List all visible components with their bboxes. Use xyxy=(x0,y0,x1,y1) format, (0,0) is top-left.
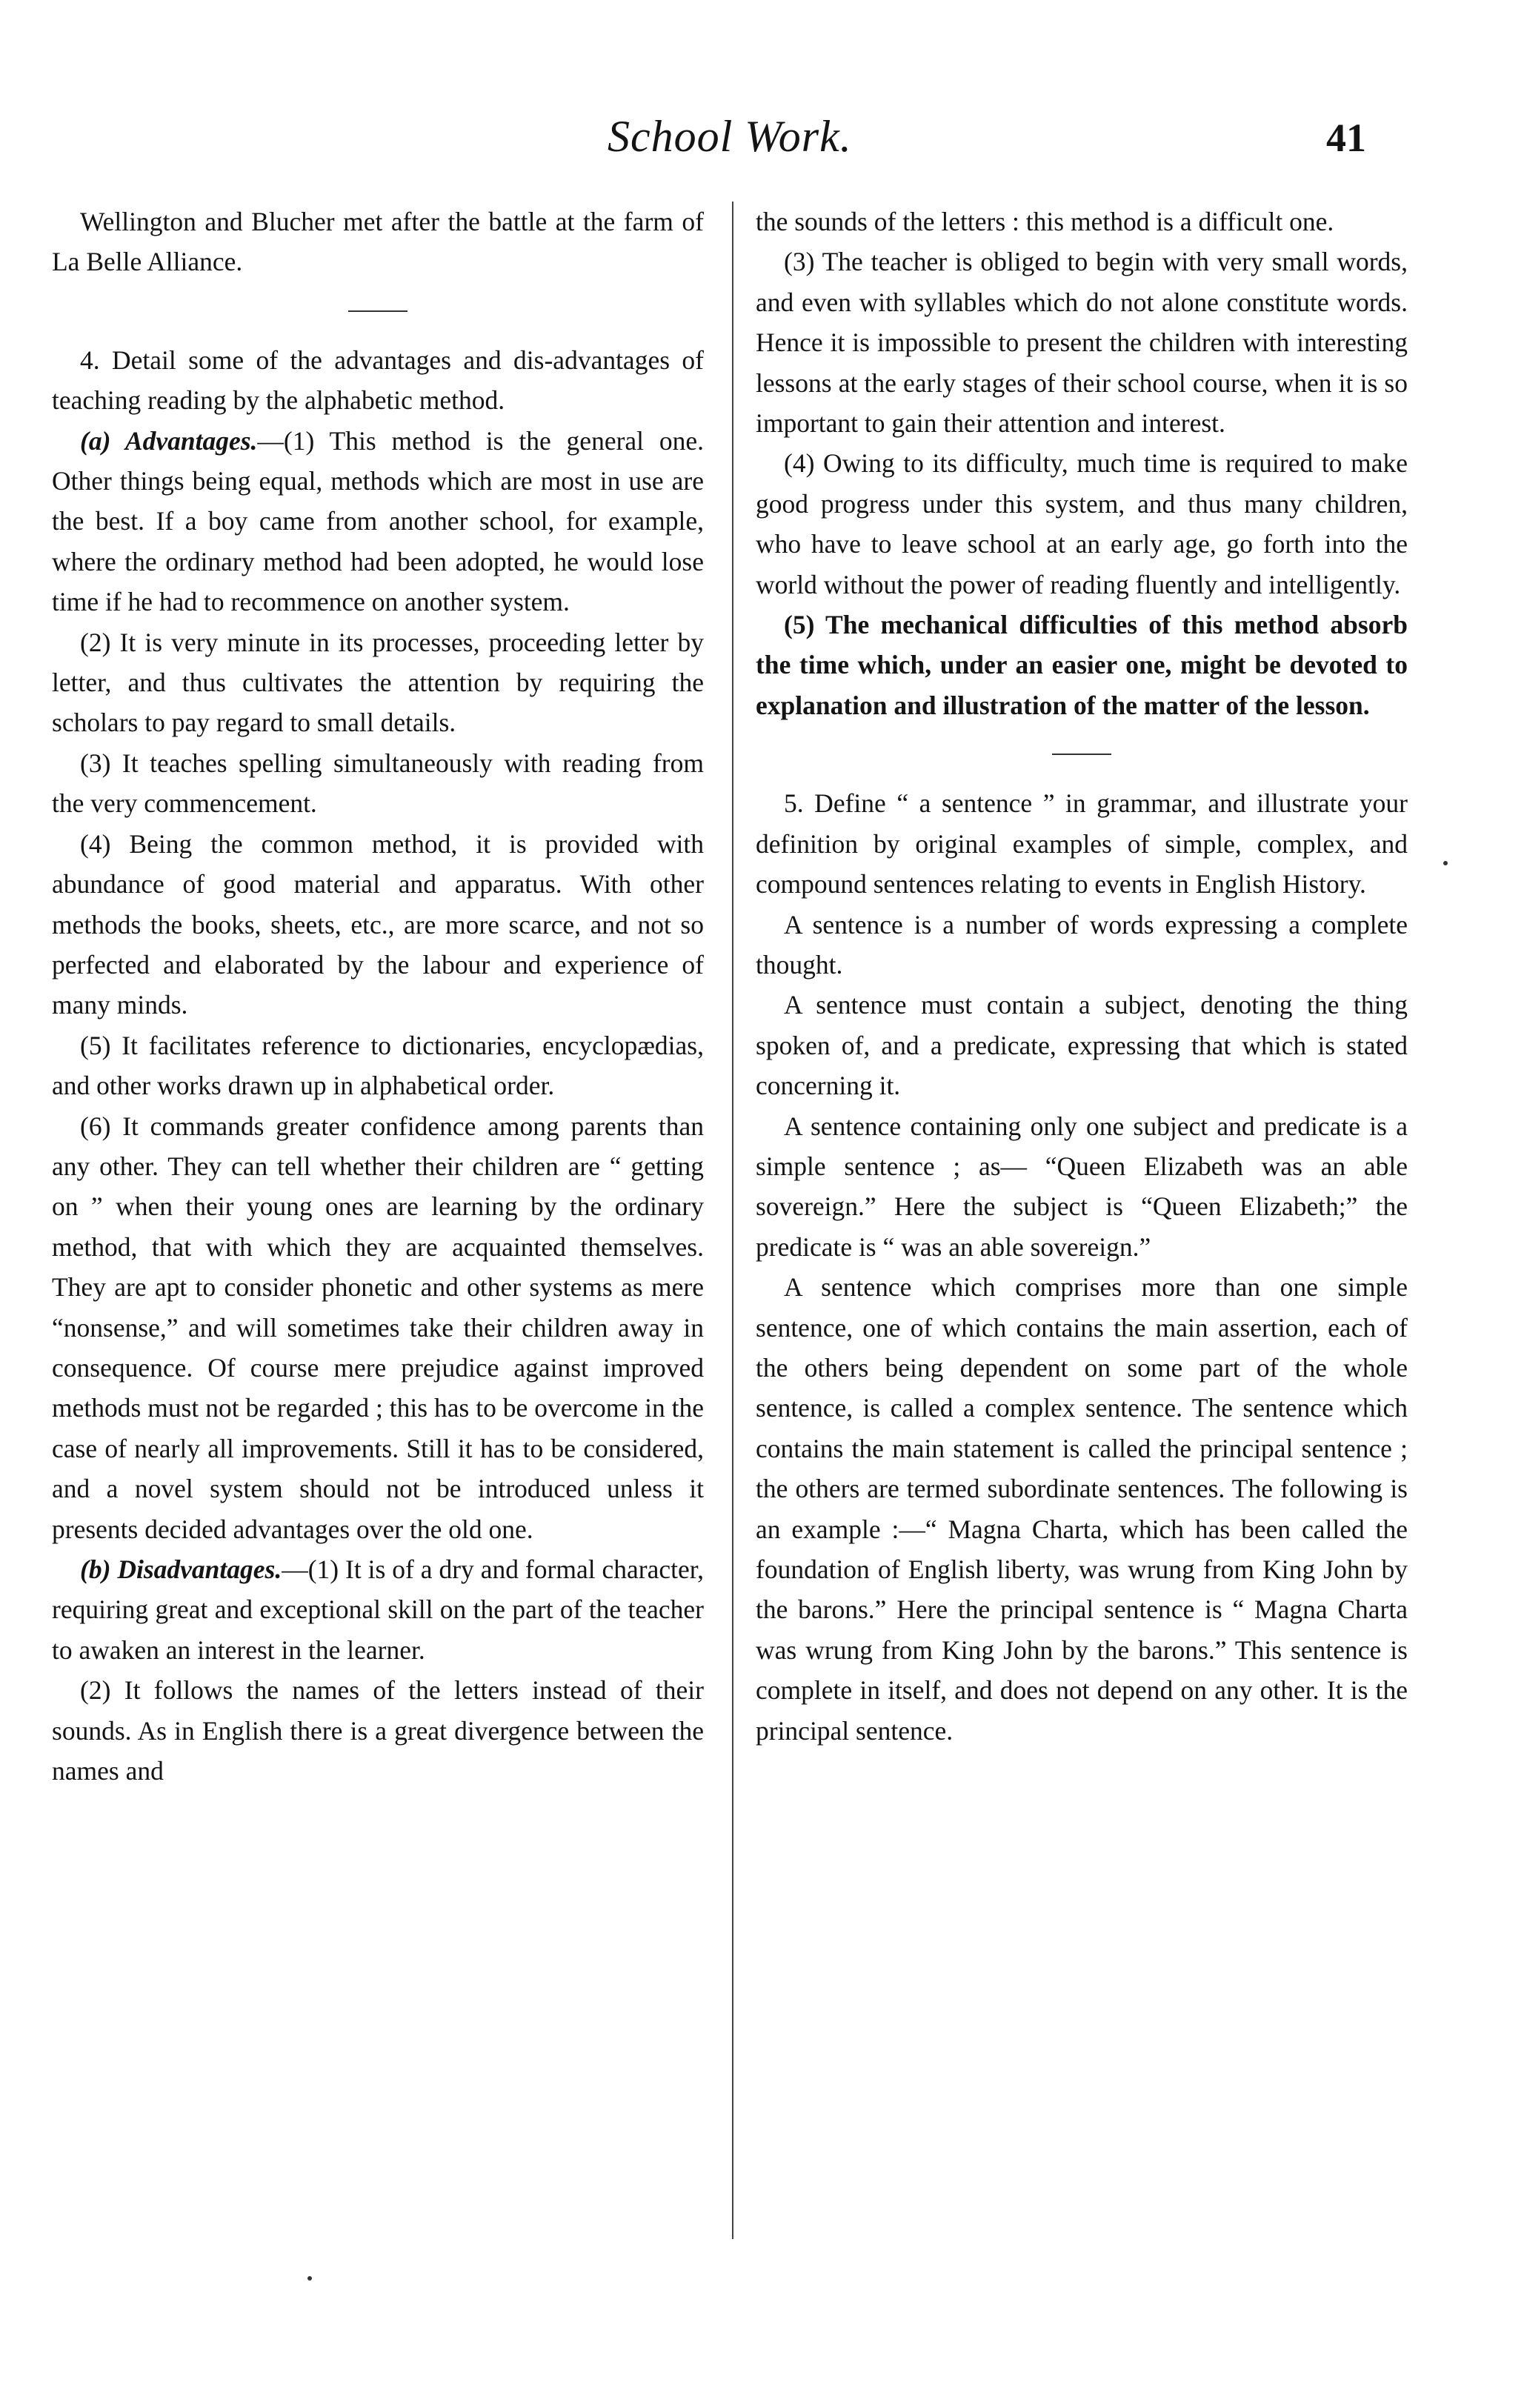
question-4-heading: 4. Detail some of the advantages and dis-advantages of teaching reading by the alphabetic method. xyxy=(52,345,704,416)
advantage-3: (3) It teaches spelling simultaneously with reading from the very commencement. xyxy=(52,748,704,819)
advantage-4: (4) Being the common method, it is provided with abundance of good material and apparatus. With other methods the books, sheets, etc., are more scarce, and not so perfected and elaborated by the labour and experience of many minds. xyxy=(52,828,704,1020)
advantage-2: (2) It is very minute in its processes, proceeding letter by letter, and thus cultivates the attention by requiring the scholars to pay regard to small details. xyxy=(52,627,704,738)
advantage-5: (5) It facilitates reference to dictionaries, encyclopædias, and other works drawn up in alphabetical order. xyxy=(52,1030,704,1101)
disadvantage-3: (3) The teacher is obliged to begin with very small words, and even with syllables which do not alone constitute words. Hence it is impossible to present the children with interesting lessons at the early stages of their school course, when it is so important to gain their attention and interest. xyxy=(756,247,1408,439)
advantage-1 xyxy=(52,421,704,622)
sentence-definition: A sentence is a number of words expressing a complete thought. xyxy=(756,909,1408,980)
advantage-1-text: —(1) This method is the general one. Other things being equal, methods which are most in use are the best. If a boy came from another school, for example, where the ordinary method had been adopted, he would lose time if he had to recommence on another system. xyxy=(52,425,704,617)
disadvantage-1 xyxy=(52,1549,704,1670)
disadvantage-1-text: —(1) It is of a dry and formal character, requiring great and exceptional skill on the part of the teacher to awaken an interest in the learner. xyxy=(52,1554,704,1665)
running-header-title: School Work. xyxy=(608,112,852,161)
page-number: 41 xyxy=(1326,116,1366,160)
advantage-6: (6) It commands greater confidence among parents than any other. They can tell whether their children are “ getting on ” when their young ones are learning by the ordinary method, that with which they are acquainted themselves. They are apt to consider phonetic and other systems as mere “nonsense,” and will sometimes take their children away in consequence. Of course mere prejudice against improved methods must not be regarded ; this has to be overcome in the case of nearly all improvements. Still it has to be considered, and a novel system should not be introduced unless it presents decided advantages over the old one. xyxy=(52,1111,704,1544)
subject-predicate-paragraph: A sentence must contain a subject, denoting the thing spoken of, and a predicate, expressing that which is stated concerning it. xyxy=(756,990,1408,1101)
simple-sentence-paragraph: A sentence containing only one subject and predicate is a simple sentence ; as— “Queen Elizabeth was an able sovereign.” Here the subject is “Queen Elizabeth;” the predicate is “ was an able sovereign.” xyxy=(756,1111,1408,1262)
scan-speck xyxy=(1443,861,1448,865)
disadvantage-2-continued: the sounds of the letters : this method is a difficult one. xyxy=(756,207,1334,236)
left-column xyxy=(52,202,704,1791)
section-separator xyxy=(1052,754,1111,755)
disadvantage-2: (2) It follows the names of the letters instead of their sounds. As in English there is a great divergence between the names and xyxy=(52,1675,704,1786)
right-column xyxy=(756,202,1408,1751)
opening-paragraph: Wellington and Blucher met after the battle at the farm of La Belle Alliance. xyxy=(52,207,704,277)
disadvantage-4: (4) Owing to its difficulty, much time is required to make good progress under this system, and thus many children, who have to leave school at an early age, go forth into the world without the power of reading fluently and intelligently. xyxy=(756,448,1408,599)
question-5-heading: 5. Define “ a sentence ” in grammar, and illustrate your definition by original examples of simple, complex, and compound sentences relating to events in English History. xyxy=(756,788,1408,899)
disadvantages-label: (b) Disadvantages. xyxy=(80,1554,282,1584)
complex-sentence-paragraph: A sentence which comprises more than one simple sentence, one of which contains the main assertion, each of the others being dependent on some part of the whole sentence, is called a complex sentence. The sentence which contains the main statement is called the principal sentence ; the others are termed subordinate sentences. The following is an example :—“ Magna Charta, which has been called the foundation of English liberty, was wrung from King John by the barons.” Here the principal sentence is “ Magna Charta was wrung from King John by the barons.” This sentence is complete in itself, and does not depend on any other. It is the principal sentence. xyxy=(756,1272,1408,1746)
section-separator xyxy=(348,310,407,312)
column-divider xyxy=(732,202,733,2239)
disadvantage-5: (5) The mechanical difficulties of this method absorb the time which, under an easier one, might be devoted to explanation and illustration of the matter of the lesson. xyxy=(756,610,1408,720)
advantages-label: (a) Advantages. xyxy=(80,425,258,456)
scan-speck xyxy=(307,2276,312,2281)
